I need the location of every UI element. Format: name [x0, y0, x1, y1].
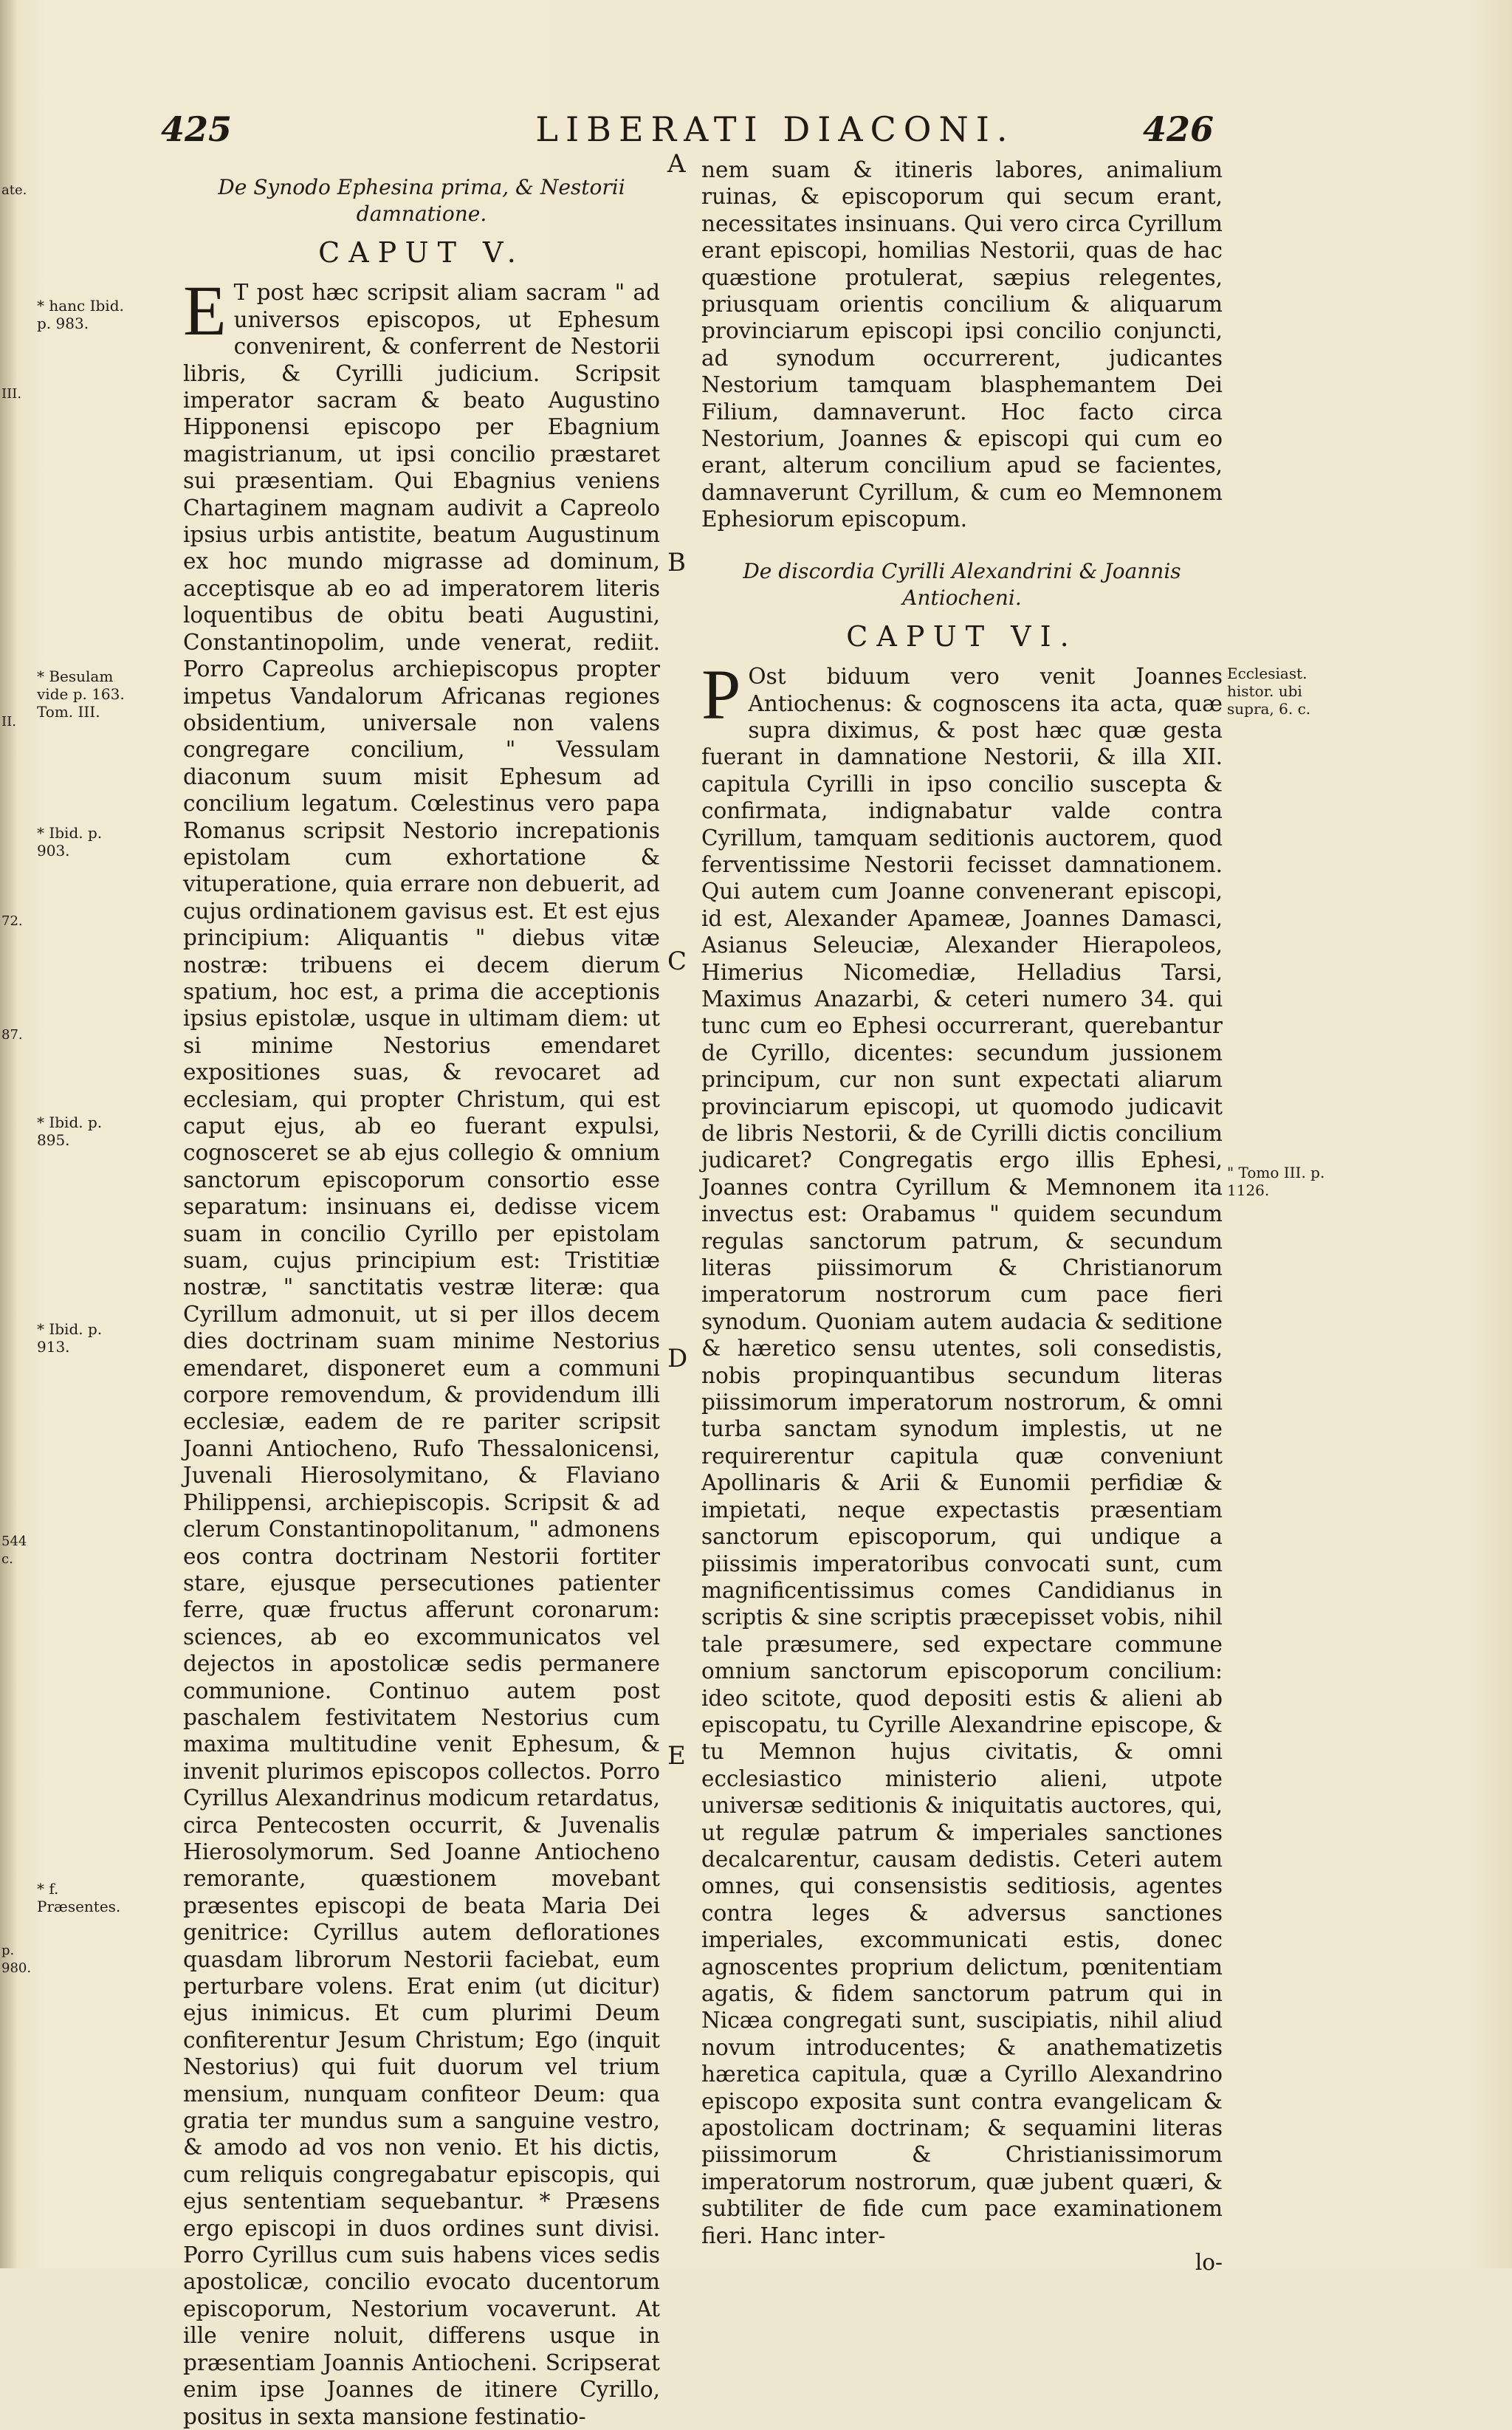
chapter-heading: CAPUT V. [318, 236, 525, 269]
margin-note: " Tomo III. p. 1126. [1227, 1164, 1325, 1199]
margin-fragment: 544 c. [1, 1534, 27, 1567]
margin-note: * Besulam vide p. 163. Tom. III. [37, 667, 125, 721]
margin-fragment: ate. [1, 182, 27, 198]
margin-note: * f. Præsentes. [37, 1880, 121, 1915]
margin-fragment: III. [1, 386, 22, 402]
section-letter: D [667, 1344, 688, 1373]
margin-note: * Ibid. p. 913. [37, 1320, 103, 1356]
body-text: T post hæc scripsit aliam sacram " ad universos episcopos, ut Ephesum convenirent, & conferrent de Nestorii libris, & Cyrilli judicium. Scripsit imperator sacram & beato Augustino Hipponensi episcopo per Ebagnium magistrianum, ut ipsi concilio præstaret sui præsentiam. Qui Ebagnius veniens Chartaginem magnam audivit a Capreolo ipsius urbis antistite, beatum Augustinum ex hoc mundo migrasse ad dominum, acceptisque ab eo ad imperatorem literis loquentibus de obitu beati Augustini, Constantinopolim, unde venerat, rediit. Porro Capreolus archiepiscopus propter impetus Vandalorum Africanas regiones obsidentium, universale non valens congregare concilium, " Vessulam diaconum suum misit Ephesum ad concilium legatum. Cœlestinus vero papa Romanus scripsit Nestorio increpationis epistolam cum exhortatione & vituperatione, quia errare non debuerit, ad cujus ordinationem gavisus est. Et est ejus principium: Aliquantis " diebus vitæ nostræ: tribuens ei decem dierum spatium, hoc est, a prima die acceptionis ipsius epistolæ, usque in ultimam diem: ut si minime Nestorius emendaret expositiones suas, & revocaret ad ecclesiam, qui propter Christum, qui est caput ejus, ab eo fuerant expulsi, cognosceret se ab ejus collegio & omnium sanctorum episcoporum consortio esse separatum: insinuans ei, dedisse vicem suam in concilio Cyrillo per epistolam suam, cujus principium est: Tristitiæ nostræ, " sanctitatis vestræ literæ: qua Cyrillum admonuit, ut si per illos decem dies doctrinam suam minime Nestorius emendaret, disponeret eum a communi corpore removendum, & providendum illi ecclesiæ, eadem de re pariter scripsit Joanni Antiocheno, Rufo Thessalonicensi, Juvenali Hierosolymitano, & Flaviano Philippensi, archiepiscopis. Scripsit & ad clerum Constantinopolitanum, " admonens eos contra doctrinam Nestorii fortiter stare, ejusque persecutiones patienter ferre, quæ fructus afferunt coronarum: sciences, ab eo excommunicatos vel dejectos in apostolicæ sedis permanere communione. Continuo autem post paschalem festivitatem Nestorius cum maxima multitudine venit Ephesum, & invenit plurimos episcopos collectos. Porro Cyrillus Alexandrinus modicum retardatus, circa Pentecosten occurrit, & Juvenalis Hierosolymorum. Sed Joanne Antiocheno remorante, quæstionem movebant præsentes episcopi de beata Maria Dei genitrice: Cyrillus autem deflorationes quasdam librorum Nestorii faciebat, eum perturbare volens. Erat enim (ut dicitur) ejus inimicus. Et cum plurimi Deum confiterentur Jesum Christum; Ego (inquit Nestorius) qui fuit duorum vel trium mensium, nunquam confiteor Deum: qua gratia ter mundus sum a sanguine vestro, & amodo ad vos non venio. Et his dictis, cum reliquis congregabatur episcopis, qui ejus sententiam sequebantur. * Præsens ergo episcopi in duos ordines sunt divisi. Porro Cyrillus cum suis habens vices sedis apostolicæ, concilio evocato ducentorum episcoporum, Nestorium vocaverunt. At ille venire noluit, differens usque in præsentiam Joannis Antiocheni. Scripserat enim ipse Joannes de itinere Cyrillo, positus in sexta mansione festinatio- [183, 280, 660, 2429]
drop-cap: P [701, 655, 741, 735]
section-letter: A [667, 149, 686, 179]
margin-note: * hanc Ibid. p. 983. [37, 297, 124, 332]
margin-fragment: 87. [1, 1027, 23, 1043]
section-title: De discordia Cyrilli Alexandrini & Joannis Antiocheni. [743, 558, 1181, 610]
gutter-shadow [0, 0, 16, 2268]
left-column [183, 174, 660, 2430]
section-title: De Synodo Ephesina prima, & Nestorii damnatione. [218, 175, 625, 226]
chapter-heading: CAPUT VI. [846, 619, 1078, 653]
body-paragraph: nem suam & itineris labores, animalium ruinas, & episcoporum qui secum erant, necessitates insinuans. Qui vero circa Cyrillum erant episcopi, homilias Nestorii, quas de hac quæstione protulerat, sæpius relegentes, priusquam orientis concilium & aliquarum provinciarum episcopi ipsi concilio conjuncti, ad synodum occurrerent, judicantes Nestorium tamquam blasphemantem Dei Filium, damnaverunt. Hoc facto circa Nestorium, Joannes & episcopi qui cum eo erant, alterum concilium apud se facientes, damnaverunt Cyrillum, & cum eo Memnonem Ephesiorum episcopum. [701, 157, 1223, 532]
margin-note: * Ibid. p. 895. [37, 1113, 103, 1149]
body-text: Ost biduum vero venit Joannes Antiochenus: & cognoscens ita acta, quæ supra diximus, & post hæc quæ gesta fuerant in damnatione Nestorii, & illa XII. capitula Cyrilli in ipso concilio suscepta & confirmata, indignabatur valde contra Cyrillum, tamquam seditionis auctorem, quod ferventissime Nestorii fecisset damnationem. Qui autem cum Joanne convenerant episcopi, id est, Alexander Apameæ, Joannes Damasci, Asianus Seleuciæ, Alexander Hierapoleos, Himerius Nicomediæ, Helladius Tarsi, Maximus Anazarbi, & ceteri numero 34. qui tunc cum eo Ephesi occurrerant, querebantur de Cyrillo, dicentes: secundum jussionem principum, cur non sunt expectati aliarum provinciarum episcopi, ut quomodo judicavit de libris Nestorii, & de Cyrilli dictis concilium judicaret? Congregatis ergo illis Ephesi, Joannes contra Cyrillum & Memnonem ita invectus est: Orabamus " quidem secundum regulas sanctorum patrum, & secundum literas piissimorum & Christianorum imperatorum nostrorum cum pace fieri synodum. Quoniam autem audacia & seditione & hæretico sensu utentes, soli consedistis, nobis propinquantibus secundum literas piissimorum imperatorum nostrorum, & omni turba sanctam synodum implestis, ut ne requirerentur capitula quæ conveniunt Apollinaris & Arii & Eunomii perfidiæ & impietati, neque expectastis præsentiam sanctorum episcoporum, qui undique a piissimis imperatoribus convocati sunt, cum magnificentissimus comes Candidianus in scriptis & sine scriptis præcepisset vobis, nihil tale præsumere, sed expectare commune omnium sanctorum episcoporum concilium: ideo scitote, quod depositi estis & alieni ab episcopatu, tu Cyrille Alexandrine episcope, & tu Memnon hujus civitatis, & omni ecclesiastico ministerio alieni, utpote universæ seditionis & iniquitatis auctores, qui, ut regulæ patrum & imperiales sanctiones decalcarentur, causam dedistis. Ceteri autem omnes, qui consensistis seditiosis, agentes contra leges & adversus sanctiones imperiales, excommunicati estis, donec agnoscentes proprium delictum, pœnitentiam agatis, & fidem sanctorum patrum qui in Nicæa congregati sunt, suscipiatis, nihil aliud novum introducentes; & anathematizetis hæretica capitula, quæ a Cyrillo Alexandrino episcopo exposita sunt contra evangelicam & apostolicam doctrinam; & sequamini literas piissimorum & Christianissimorum imperatorum nostrorum, quæ jubent quæri, & subtiliter de fide cum pace examinationem fieri. Hanc inter- [701, 664, 1223, 2248]
margin-note: * Ibid. p. 903. [37, 824, 103, 859]
body-paragraph [701, 655, 1223, 2249]
right-column [701, 157, 1223, 2276]
page-number-left: 425 [161, 109, 233, 149]
drop-cap: E [183, 271, 227, 351]
section-letter: E [667, 1741, 686, 1771]
section-letter: B [667, 548, 686, 577]
margin-fragment: 72. [1, 913, 23, 929]
margin-fragment: II. [1, 714, 16, 730]
spacer [701, 533, 1223, 558]
body-paragraph [183, 271, 660, 2430]
margin-fragment: p. 980. [1, 1943, 32, 1976]
margin-note: Ecclesiast. histor. ubi supra, 6. c. [1227, 665, 1311, 718]
page-number-right: 426 [1143, 109, 1214, 149]
catchword: lo- [1195, 2250, 1223, 2276]
running-head: LIBERATI DIACONI. [535, 109, 1015, 149]
section-letter: C [667, 947, 687, 976]
